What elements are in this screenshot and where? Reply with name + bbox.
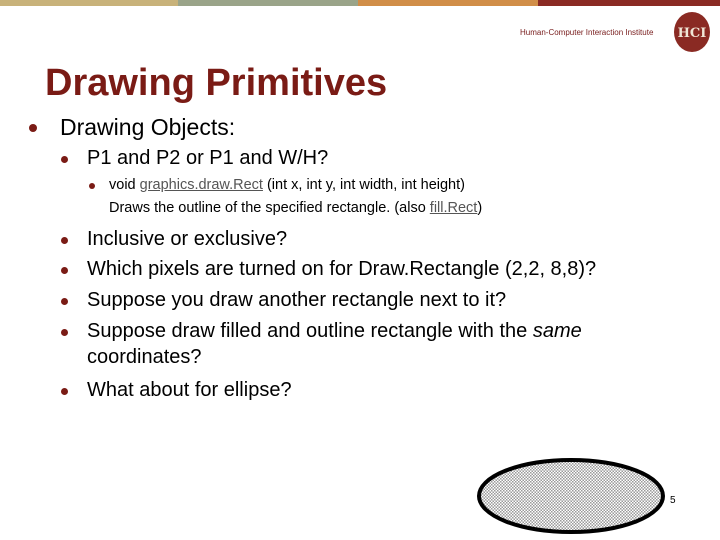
top-bar-segment: [358, 0, 538, 6]
slide-title: Drawing Primitives: [45, 62, 388, 104]
top-bar-segment: [0, 0, 178, 6]
bullet-dot: [61, 267, 68, 274]
bullet-dot: [61, 388, 68, 395]
code-prefix: void: [109, 177, 140, 193]
bullet-dot: [29, 124, 37, 132]
bullet-inclusive: Inclusive or exclusive?: [87, 228, 288, 250]
description-suffix: ): [477, 200, 483, 216]
code-params: (int x, int y, int width, int height): [262, 177, 465, 193]
ellipse-shape: [479, 460, 663, 532]
page-number: 5: [670, 495, 676, 506]
bullet-ellipse: What about for ellipse?: [87, 379, 292, 401]
bullet-dot: [61, 329, 68, 336]
bullet-filled-outline: [87, 320, 582, 343]
bullet-dot: [61, 156, 68, 163]
bullet-p1-p2: P1 and P2 or P1 and W/H?: [87, 147, 329, 169]
hci-logo: [672, 10, 712, 54]
bullet-drawing-objects: Drawing Objects:: [60, 114, 236, 140]
institute-name: Human-Computer Interaction Institute: [520, 28, 654, 37]
logo-text: HCI: [677, 26, 707, 41]
top-bar-segment: [538, 0, 720, 6]
fill-rect-link[interactable]: fill.Rect: [429, 200, 478, 216]
description-text: Draws the outline of the specified rectangle. (also: [109, 200, 430, 216]
suppose-text: Suppose draw filled and outline rectangle with the: [87, 320, 533, 342]
same-emphasis: same: [532, 320, 582, 342]
bullet-dot: [61, 298, 68, 305]
bullet-dot: [89, 183, 95, 189]
bullet-dot: [61, 237, 68, 244]
draw-rect-link[interactable]: graphics.draw.Rect: [139, 177, 263, 193]
bullet-which-pixels: Which pixels are turned on for Draw.Rectangle (2,2, 8,8)?: [87, 258, 597, 280]
bullet-another-rectangle: Suppose you draw another rectangle next to it?: [87, 289, 507, 311]
top-bar-segment: [178, 0, 358, 6]
bullet-filled-outline-line2: coordinates?: [87, 346, 202, 368]
top-color-bar: [0, 0, 720, 6]
code-signature-line: [109, 177, 465, 193]
code-description-line: [109, 200, 482, 216]
ellipse-illustration: [476, 457, 666, 535]
